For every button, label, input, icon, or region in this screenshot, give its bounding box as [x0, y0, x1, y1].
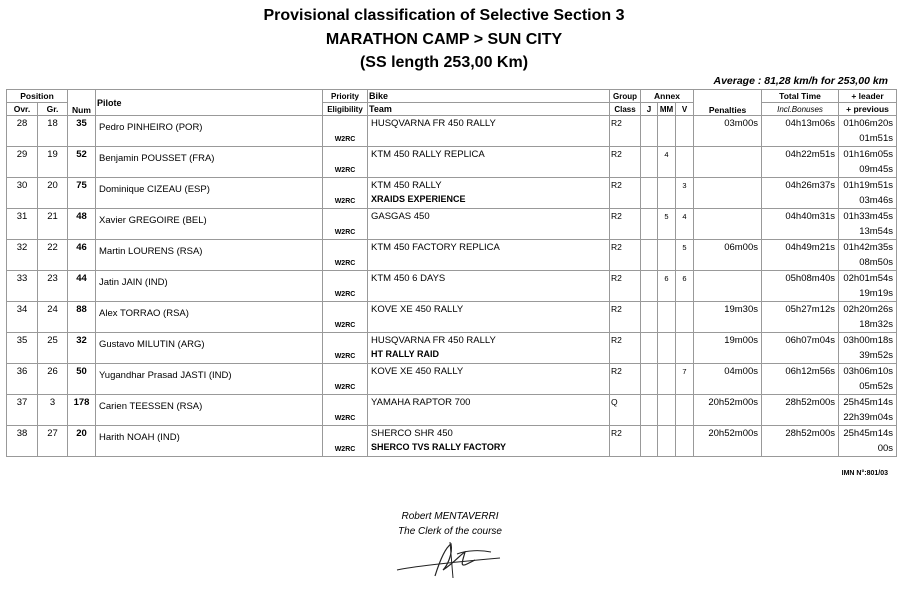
bike-name: HUSQVARNA FR 450 RALLY	[371, 335, 496, 346]
annex-j-cell	[641, 364, 658, 395]
group-cell: R2	[610, 209, 641, 240]
gr-cell: 19	[38, 147, 68, 178]
class-header: Class	[610, 103, 641, 116]
penalties-cell: 20h52m00s	[694, 395, 762, 426]
table-row	[7, 395, 897, 426]
leader-gap: 03h00m18s	[843, 335, 894, 346]
annex-v-cell: 6	[676, 271, 694, 302]
num-cell: 75	[68, 178, 96, 209]
ovr-cell: 37	[7, 395, 38, 426]
annex-j-cell	[641, 395, 658, 426]
ovr-cell: 32	[7, 240, 38, 271]
leader-previous-cell	[839, 209, 897, 240]
leader-previous-cell	[839, 147, 897, 178]
group-cell: R2	[610, 271, 641, 302]
annex-v-cell	[676, 333, 694, 364]
stage-route: MARATHON CAMP > SUN CITY	[325, 31, 563, 48]
team-name: SHERCO TVS RALLY FACTORY	[371, 442, 507, 452]
total-time-cell: 06h07m04s	[762, 333, 839, 364]
gr-cell: 21	[38, 209, 68, 240]
priority-cell: W2RC	[323, 209, 368, 240]
previous-gap: 19m19s	[859, 288, 894, 299]
pilote-cell: Benjamin POUSSET (FRA)	[96, 147, 323, 178]
leader-gap: 02h01m54s	[843, 273, 894, 284]
priority-cell: W2RC	[323, 302, 368, 333]
pilote-cell: Xavier GREGOIRE (BEL)	[96, 209, 323, 240]
bike-header: Bike	[368, 90, 610, 103]
ovr-cell: 36	[7, 364, 38, 395]
penalties-cell: 04m00s	[694, 364, 762, 395]
priority-cell: W2RC	[323, 395, 368, 426]
annex-v-cell	[676, 116, 694, 147]
annex-mm-cell	[658, 364, 676, 395]
gr-cell: 18	[38, 116, 68, 147]
bike-name: GASGAS 450	[371, 211, 430, 222]
annex-header: Annex	[641, 90, 694, 103]
group-cell: R2	[610, 147, 641, 178]
ovr-cell: 34	[7, 302, 38, 333]
annex-v-cell	[676, 395, 694, 426]
table-row	[7, 209, 897, 240]
average-speed: Average : 81,28 km/h for 253,00 km	[713, 75, 888, 87]
table-row	[7, 116, 897, 147]
leader-gap: 01h42m35s	[843, 242, 894, 253]
penalties-cell: 20h52m00s	[694, 426, 762, 457]
imn-number: IMN N°:801/03	[841, 470, 888, 477]
leader-previous-cell	[839, 426, 897, 457]
bike-team-cell	[368, 147, 610, 178]
gr-header: Gr.	[38, 103, 68, 116]
annex-j-cell	[641, 147, 658, 178]
pilote-cell: Jatin JAIN (IND)	[96, 271, 323, 302]
num-cell: 48	[68, 209, 96, 240]
ovr-cell: 28	[7, 116, 38, 147]
annex-mm-cell: 6	[658, 271, 676, 302]
incl-bonuses-header: Incl.Bonuses	[762, 103, 839, 116]
penalties-header: Penalties	[694, 90, 762, 116]
annex-v-cell	[676, 147, 694, 178]
bike-name: KTM 450 RALLY	[371, 180, 442, 191]
previous-gap: 13m54s	[859, 226, 894, 237]
clerk-title: The Clerk of the course	[398, 526, 502, 537]
gr-cell: 24	[38, 302, 68, 333]
leader-previous-cell	[839, 395, 897, 426]
group-cell: R2	[610, 364, 641, 395]
priority-cell: W2RC	[323, 116, 368, 147]
pilote-cell: Carien TEESSEN (RSA)	[96, 395, 323, 426]
position-header: Position	[7, 90, 68, 103]
ovr-cell: 30	[7, 178, 38, 209]
previous-gap: 00s	[877, 443, 894, 454]
table-row	[7, 426, 897, 457]
total-time-cell: 28h52m00s	[762, 426, 839, 457]
annex-j-cell	[641, 240, 658, 271]
gr-cell: 27	[38, 426, 68, 457]
priority-cell: W2RC	[323, 364, 368, 395]
annex-j-cell	[641, 426, 658, 457]
leader-previous-cell	[839, 240, 897, 271]
previous-gap: 09m45s	[859, 164, 894, 175]
previous-gap: 22h39m04s	[843, 412, 894, 423]
pilote-cell: Alex TORRAO (RSA)	[96, 302, 323, 333]
total-time-cell: 04h22m51s	[762, 147, 839, 178]
previous-header: + previous	[839, 103, 897, 116]
bike-name: KTM 450 FACTORY REPLICA	[371, 242, 500, 253]
clerk-name: Robert MENTAVERRI	[401, 511, 499, 522]
penalties-cell	[694, 271, 762, 302]
annex-v-cell: 7	[676, 364, 694, 395]
table-row	[7, 178, 897, 209]
group-cell: R2	[610, 116, 641, 147]
previous-gap: 01m51s	[859, 133, 894, 144]
total-time-cell: 04h49m21s	[762, 240, 839, 271]
pilote-cell: Dominique CIZEAU (ESP)	[96, 178, 323, 209]
pilote-cell: Gustavo MILUTIN (ARG)	[96, 333, 323, 364]
penalties-cell: 03m00s	[694, 116, 762, 147]
ovr-cell: 35	[7, 333, 38, 364]
bike-team-cell	[368, 364, 610, 395]
total-time-cell: 05h27m12s	[762, 302, 839, 333]
group-cell: R2	[610, 426, 641, 457]
gr-cell: 26	[38, 364, 68, 395]
annex-mm-cell	[658, 240, 676, 271]
previous-gap: 39m52s	[859, 350, 894, 361]
stage-length: (SS length 253,00 Km)	[359, 54, 529, 71]
group-header: Group	[610, 90, 641, 103]
ovr-cell: 33	[7, 271, 38, 302]
annex-mm-cell	[658, 302, 676, 333]
group-cell: R2	[610, 302, 641, 333]
pilote-cell: Yugandhar Prasad JASTI (IND)	[96, 364, 323, 395]
annex-v-header: V	[676, 103, 694, 116]
annex-v-cell: 3	[676, 178, 694, 209]
priority-cell: W2RC	[323, 178, 368, 209]
table-row	[7, 147, 897, 178]
bike-team-cell	[368, 395, 610, 426]
bike-team-cell	[368, 271, 610, 302]
table-row	[7, 271, 897, 302]
table-row	[7, 240, 897, 271]
gr-cell: 22	[38, 240, 68, 271]
table-row	[7, 302, 897, 333]
num-cell: 178	[68, 395, 96, 426]
group-cell: R2	[610, 333, 641, 364]
penalties-cell	[694, 209, 762, 240]
annex-j-cell	[641, 116, 658, 147]
annex-j-cell	[641, 271, 658, 302]
annex-j-cell	[641, 302, 658, 333]
total-time-cell: 04h13m06s	[762, 116, 839, 147]
priority-cell: W2RC	[323, 147, 368, 178]
group-cell: R2	[610, 240, 641, 271]
bike-team-cell	[368, 333, 610, 364]
num-cell: 88	[68, 302, 96, 333]
eligibility-header: Eligibility	[323, 103, 368, 116]
bike-team-cell	[368, 302, 610, 333]
annex-mm-cell: 5	[658, 209, 676, 240]
penalties-cell: 06m00s	[694, 240, 762, 271]
annex-mm-cell: 4	[658, 147, 676, 178]
annex-mm-cell	[658, 333, 676, 364]
clerk-signature	[395, 540, 505, 580]
leader-previous-cell	[839, 364, 897, 395]
annex-mm-cell	[658, 426, 676, 457]
bike-name: YAMAHA RAPTOR 700	[371, 397, 471, 408]
num-cell: 35	[68, 116, 96, 147]
gr-cell: 3	[38, 395, 68, 426]
annex-j-cell	[641, 209, 658, 240]
leader-header: + leader	[839, 90, 897, 103]
num-cell: 50	[68, 364, 96, 395]
num-header: Num	[68, 90, 96, 116]
bike-team-cell	[368, 240, 610, 271]
gr-cell: 20	[38, 178, 68, 209]
annex-v-cell	[676, 426, 694, 457]
total-time-cell: 28h52m00s	[762, 395, 839, 426]
annex-j-cell	[641, 333, 658, 364]
annex-j-header: J	[641, 103, 658, 116]
leader-previous-cell	[839, 302, 897, 333]
ovr-cell: 31	[7, 209, 38, 240]
priority-cell: W2RC	[323, 271, 368, 302]
previous-gap: 05m52s	[859, 381, 894, 392]
ovr-cell: 29	[7, 147, 38, 178]
priority-cell: W2RC	[323, 426, 368, 457]
annex-v-cell: 4	[676, 209, 694, 240]
bike-team-cell	[368, 116, 610, 147]
bike-team-cell	[368, 178, 610, 209]
bike-name: HUSQVARNA FR 450 RALLY	[371, 118, 496, 129]
previous-gap: 08m50s	[859, 257, 894, 268]
table-row	[7, 364, 897, 395]
leader-gap: 25h45m14s	[843, 428, 894, 439]
group-cell: Q	[610, 395, 641, 426]
total-time-header: Total Time	[762, 90, 839, 103]
leader-gap: 02h20m26s	[843, 304, 894, 315]
penalties-cell	[694, 178, 762, 209]
total-time-cell: 04h26m37s	[762, 178, 839, 209]
team-name: HT RALLY RAID	[371, 349, 440, 359]
leader-gap: 01h16m05s	[843, 149, 894, 160]
penalties-cell	[694, 147, 762, 178]
bike-name: KOVE XE 450 RALLY	[371, 366, 464, 377]
annex-v-cell: 5	[676, 240, 694, 271]
leader-previous-cell	[839, 178, 897, 209]
bike-name: KTM 450 RALLY REPLICA	[371, 149, 485, 160]
annex-mm-header: MM	[658, 103, 676, 116]
total-time-cell: 05h08m40s	[762, 271, 839, 302]
leader-gap: 25h45m14s	[843, 397, 894, 408]
pilote-header: Pilote	[96, 90, 323, 116]
annex-v-cell	[676, 302, 694, 333]
bike-name: SHERCO SHR 450	[371, 428, 453, 439]
table-row	[7, 333, 897, 364]
num-cell: 20	[68, 426, 96, 457]
bike-name: KOVE XE 450 RALLY	[371, 304, 464, 315]
leader-gap: 03h06m10s	[843, 366, 894, 377]
priority-cell: W2RC	[323, 333, 368, 364]
team-name: XRAIDS EXPERIENCE	[371, 194, 466, 204]
annex-mm-cell	[658, 178, 676, 209]
penalties-cell: 19m00s	[694, 333, 762, 364]
leader-previous-cell	[839, 271, 897, 302]
ovr-cell: 38	[7, 426, 38, 457]
num-cell: 44	[68, 271, 96, 302]
bike-name: KTM 450 6 DAYS	[371, 273, 446, 284]
annex-mm-cell	[658, 116, 676, 147]
gr-cell: 23	[38, 271, 68, 302]
group-cell: R2	[610, 178, 641, 209]
bike-team-cell	[368, 209, 610, 240]
team-header: Team	[368, 103, 610, 116]
ovr-header: Ovr.	[7, 103, 38, 116]
leader-previous-cell	[839, 333, 897, 364]
page-title: Provisional classification of Selective Section 3	[263, 7, 625, 24]
previous-gap: 18m32s	[859, 319, 894, 330]
annex-mm-cell	[658, 395, 676, 426]
bike-team-cell	[368, 426, 610, 457]
classification-table	[6, 89, 897, 457]
pilote-cell: Pedro PINHEIRO (POR)	[96, 116, 323, 147]
penalties-cell: 19m30s	[694, 302, 762, 333]
num-cell: 52	[68, 147, 96, 178]
pilote-cell: Martin LOURENS (RSA)	[96, 240, 323, 271]
gr-cell: 25	[38, 333, 68, 364]
priority-cell: W2RC	[323, 240, 368, 271]
total-time-cell: 04h40m31s	[762, 209, 839, 240]
leader-gap: 01h19m51s	[843, 180, 894, 191]
annex-j-cell	[641, 178, 658, 209]
leader-gap: 01h33m45s	[843, 211, 894, 222]
leader-gap: 01h06m20s	[843, 118, 894, 129]
priority-header: Priority	[323, 90, 368, 103]
num-cell: 46	[68, 240, 96, 271]
total-time-cell: 06h12m56s	[762, 364, 839, 395]
pilote-cell: Harith NOAH (IND)	[96, 426, 323, 457]
num-cell: 32	[68, 333, 96, 364]
leader-previous-cell	[839, 116, 897, 147]
previous-gap: 03m46s	[859, 195, 894, 206]
